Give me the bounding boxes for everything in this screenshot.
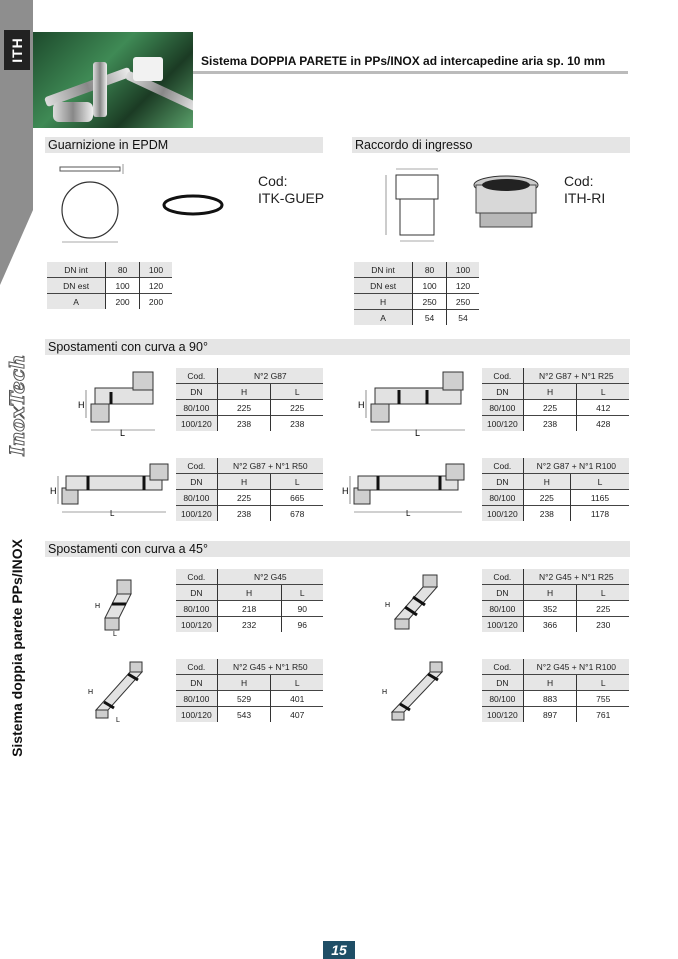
offset-90-r100-diagram [340,462,470,517]
table-cell: 665 [271,490,323,506]
table-cell: 412 [577,400,629,416]
table-row [482,400,629,416]
table-head-row [176,569,323,585]
table-cell: L [570,474,629,490]
table-cell: 230 [577,617,629,633]
table-cell: H [217,675,271,691]
header-divider [193,71,628,74]
table-cell: DN [482,675,523,691]
table-cell: 80 [106,262,140,278]
table-cell: DN est [354,278,413,294]
table-cell: 100/120 [482,617,523,633]
table-cell: N°2 G45 + N°1 R50 [217,659,323,675]
table-row [354,278,479,294]
table-cell: DN [176,585,217,601]
table-cell: H [354,294,413,310]
table-cell: H [217,585,281,601]
table-cell: DN [482,585,523,601]
table-row [354,262,479,278]
table-cell: 428 [577,416,629,432]
ith-logo: ITH [4,30,30,70]
table-cell: A [354,310,413,326]
table-cell: 100 [139,262,172,278]
table-cell: N°2 G45 [217,569,323,585]
header-title: Sistema DOPPIA PARETE in PPs/INOX ad intercapedine aria sp. 10 mm [201,54,606,68]
dim-h: H [385,602,391,609]
table-row [47,262,172,278]
table-cell: 90 [281,601,323,617]
gasket-diagram [55,160,235,250]
table-cols-row [176,675,323,691]
table-head-row [482,458,629,474]
table-cell: 80/100 [482,400,523,416]
table-cols-row [482,585,629,601]
table-cell: 238 [523,416,577,432]
table-row [176,416,323,432]
table-cell: 54 [446,310,479,326]
table-45-b [482,569,629,632]
table-cell: 238 [217,506,271,522]
table-head-row [482,368,629,384]
table-cell: 100/120 [482,707,523,723]
table-cell: 80/100 [176,490,217,506]
table-cell: H [523,585,577,601]
table-cell: H [523,474,570,490]
offset-90-diagram [75,368,170,438]
table-row [176,506,323,522]
table-cell: H [523,675,577,691]
table-row [482,601,629,617]
table-row [176,691,323,707]
table-cell: L [577,384,629,400]
table-cell: N°2 G87 + N°1 R25 [523,368,629,384]
table-cell: L [271,675,323,691]
table-cols-row [482,675,629,691]
table-cell: Cod. [176,569,217,585]
table-cell: 225 [271,400,323,416]
table-cell: 80 [413,262,447,278]
table-cell: N°2 G45 + N°1 R100 [523,659,629,675]
table-cell: DN [482,384,523,400]
table-cell: 100/120 [176,416,217,432]
table-cell: 401 [271,691,323,707]
table-cell: 897 [523,707,577,723]
table-cell: 1165 [570,490,629,506]
vertical-title: Sistema doppia parete PPs/INOX [9,538,25,757]
table-cell: 352 [523,601,577,617]
table-90-d [482,458,629,521]
section-title-90: Spostamenti con curva a 90° [45,339,630,355]
table-cell: 366 [523,617,577,633]
table-cell: 225 [217,490,271,506]
table-cell: 96 [281,617,323,633]
offset-90-r50-diagram [48,462,173,517]
table-cell: 100/120 [176,506,217,522]
table-row [354,310,479,326]
table-90-a [176,368,323,431]
table-cell: DN [176,384,217,400]
dim-l: L [415,428,421,438]
table-cell: 80/100 [482,691,523,707]
table-cell: 120 [446,278,479,294]
table-cols-row [176,474,323,490]
inlet-code: Cod: ITH-RI [564,173,606,206]
section-title-45: Spostamenti con curva a 45° [45,541,630,557]
offset-45-diagram [95,576,140,636]
table-row [482,691,629,707]
table-head-row [176,368,323,384]
table-row [176,707,323,723]
table-cell: 225 [523,490,570,506]
dim-l: L [110,509,115,517]
table-cell: 100 [413,278,447,294]
table-cell: A [47,294,106,310]
table-cell: 238 [271,416,323,432]
table-row [482,506,629,522]
table-cell: H [217,474,271,490]
table-cell: 100/120 [176,617,217,633]
table-cell: 80/100 [176,691,217,707]
dim-l: L [116,717,120,722]
table-cell: Cod. [482,458,523,474]
table-cell: 407 [271,707,323,723]
table-cell: 54 [413,310,447,326]
table-cell: 250 [446,294,479,310]
table-cell: N°2 G87 [217,368,323,384]
table-cell: 100 [446,262,479,278]
gasket-table [47,262,172,309]
table-cell: 100/120 [482,506,523,522]
table-row [482,617,629,633]
inlet-diagram [378,163,558,245]
table-cell: 238 [523,506,570,522]
table-cell: 80/100 [482,490,523,506]
table-cell: 883 [523,691,577,707]
dim-l: L [406,509,411,517]
dim-l: L [113,631,117,636]
table-cell: 678 [271,506,323,522]
dim-h: H [78,400,85,410]
table-cell: H [217,384,271,400]
offset-45-r100-diagram [382,660,447,722]
section-title-gasket: Guarnizione in EPDM [45,137,323,153]
table-90-c [176,458,323,521]
table-row [47,294,172,310]
table-row [176,601,323,617]
table-cell: N°2 G45 + N°1 R25 [523,569,629,585]
table-cell: Cod. [176,458,217,474]
table-cell: Cod. [176,659,217,675]
table-cell: 80/100 [176,601,217,617]
table-cell: 218 [217,601,281,617]
table-row [482,490,629,506]
table-cell: 238 [217,416,271,432]
table-cell: L [577,585,629,601]
table-cell: 80/100 [482,601,523,617]
table-cols-row [482,474,629,490]
inlet-table [354,262,479,325]
offset-45-r25-diagram [385,573,445,633]
gasket-code: Cod: ITK-GUEP [258,173,325,206]
table-head-row [176,458,323,474]
table-cell: Cod. [482,569,523,585]
table-cell: Cod. [176,368,217,384]
table-cell: 529 [217,691,271,707]
table-cell: 250 [413,294,447,310]
table-row [176,617,323,633]
table-cols-row [176,585,323,601]
table-cell: 225 [217,400,271,416]
table-45-d [482,659,629,722]
table-row [176,400,323,416]
table-row [482,707,629,723]
table-cell: DN [482,474,523,490]
table-cell: L [271,474,323,490]
inoxtech-brand: InoxTech [5,354,29,456]
sidebar [0,0,33,959]
offset-45-r50-diagram [88,660,148,722]
table-cell: 80/100 [176,400,217,416]
section-title-inlet: Raccordo di ingresso [352,137,630,153]
dim-h: H [95,603,101,610]
dim-l: L [120,428,126,438]
table-row [47,278,172,294]
table-cell: N°2 G87 + N°1 R100 [523,458,629,474]
table-cell: 200 [139,294,172,310]
table-cell: 225 [577,601,629,617]
dim-h: H [342,486,349,496]
table-cell: Cod. [482,368,523,384]
table-45-a [176,569,323,632]
table-cell: 120 [139,278,172,294]
table-cell: 543 [217,707,271,723]
table-head-row [482,569,629,585]
table-cell: N°2 G87 + N°1 R50 [217,458,323,474]
table-head-row [176,659,323,675]
table-cell: DN est [47,278,106,294]
offset-90-r25-diagram [355,368,475,438]
table-row [176,490,323,506]
table-cell: 761 [577,707,629,723]
table-cell: Cod. [482,659,523,675]
table-cols-row [176,384,323,400]
table-row [354,294,479,310]
table-cols-row [482,384,629,400]
table-cell: H [523,384,577,400]
table-cell: 100/120 [176,707,217,723]
table-cell: DN int [47,262,106,278]
dim-h: H [88,689,94,696]
table-cell: 755 [577,691,629,707]
table-cell: L [271,384,323,400]
dim-h: H [382,689,388,696]
table-cell: L [577,675,629,691]
dim-h: H [50,486,57,496]
table-90-b [482,368,629,431]
table-cell: DN [176,675,217,691]
table-row [482,416,629,432]
table-head-row [482,659,629,675]
dim-h: H [358,400,365,410]
table-cell: 1178 [570,506,629,522]
table-cell: DN int [354,262,413,278]
table-cell: 100/120 [482,416,523,432]
table-cell: L [281,585,323,601]
table-cell: 225 [523,400,577,416]
table-cell: 232 [217,617,281,633]
table-cell: DN [176,474,217,490]
table-cell: 100 [106,278,140,294]
table-cell: 200 [106,294,140,310]
table-45-c [176,659,323,722]
hero-photo [33,32,193,128]
page-number: 15 [323,941,355,959]
